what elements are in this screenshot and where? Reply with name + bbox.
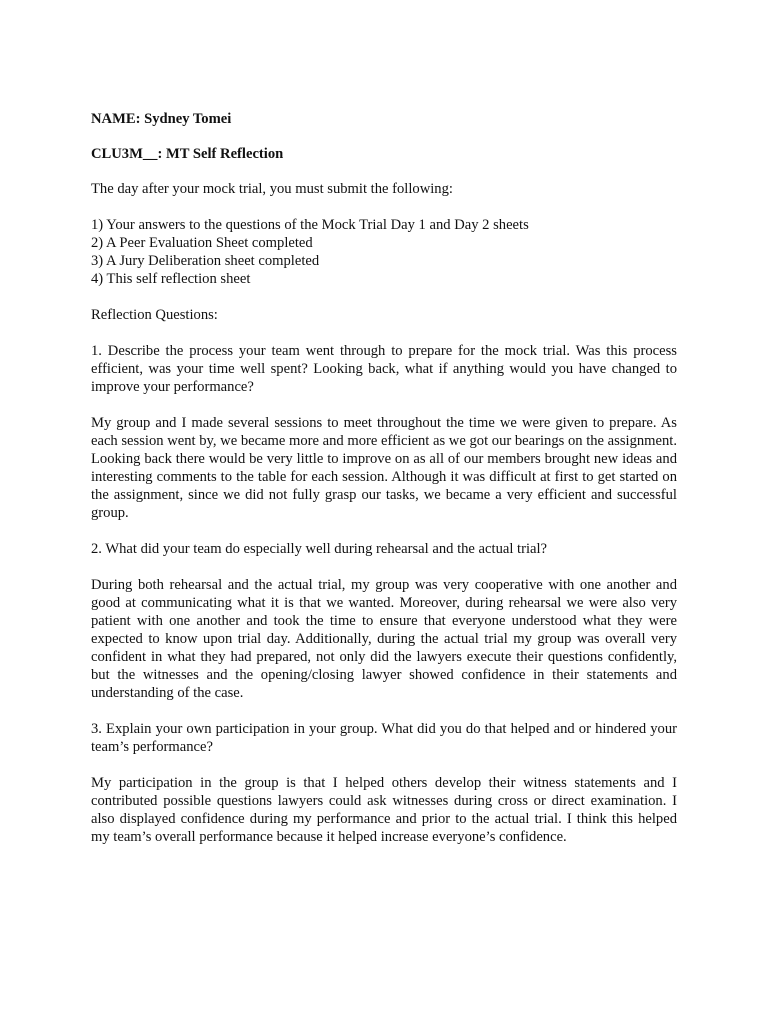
reflection-heading: Reflection Questions: (91, 307, 218, 323)
submission-list (91, 216, 677, 288)
list-item: 1) Your answers to the questions of the Mock Trial Day 1 and Day 2 sheets (91, 217, 529, 233)
answer-3: My participation in the group is that I helped others develop their witness statements and I contributed possible questions lawyers could ask witnesses during cross or direct examination. I also displayed confidence during my performance and prior to the actual trial. I think this helped my team’s overall performance because it helped increase everyone’s confidence. (91, 775, 677, 845)
list-item: 3) A Jury Deliberation sheet completed (91, 253, 320, 269)
question-3: 3. Explain your own participation in your group. What did you do that helped and or hindered your team’s performance? (91, 721, 677, 755)
student-name: NAME: Sydney Tomei (91, 111, 232, 127)
intro-text: The day after your mock trial, you must submit the following: (91, 181, 453, 197)
question-2: 2. What did your team do especially well during rehearsal and the actual trial? (91, 541, 548, 557)
answer-2: During both rehearsal and the actual trial, my group was very cooperative with one another and good at communicating what it is that we wanted. Moreover, during rehearsal we were also very patient with one another and took the time to ensure that everyone understood what they were expected to know upon trial day. Additionally, during the actual trial my group was overall very confident in what they had prepared, not only did the lawyers execute their questions confidently, but the witnesses and the opening/closing lawyer showed confidence in their statements and understanding of the case. (91, 577, 677, 701)
answer-1: My group and I made several sessions to meet throughout the time we were given to prepare. As each session went by, we became more and more efficient as we got our bearings on the assignment. Looking back there would be very little to improve on as all of our members brought new ideas and interesting comments to the table for each session. Although it was difficult at first to get started on the assignment, since we did not fully grasp our tasks, we became a very efficient and successful group. (91, 415, 677, 521)
document-title: CLU3M__: MT Self Reflection (91, 146, 284, 162)
list-item: 2) A Peer Evaluation Sheet completed (91, 235, 313, 251)
list-item: 4) This self reflection sheet (91, 271, 251, 287)
question-1: 1. Describe the process your team went through to prepare for the mock trial. Was this process efficient, was your time well spent? Looking back, what if anything would you have changed to improve your performance? (91, 343, 677, 395)
